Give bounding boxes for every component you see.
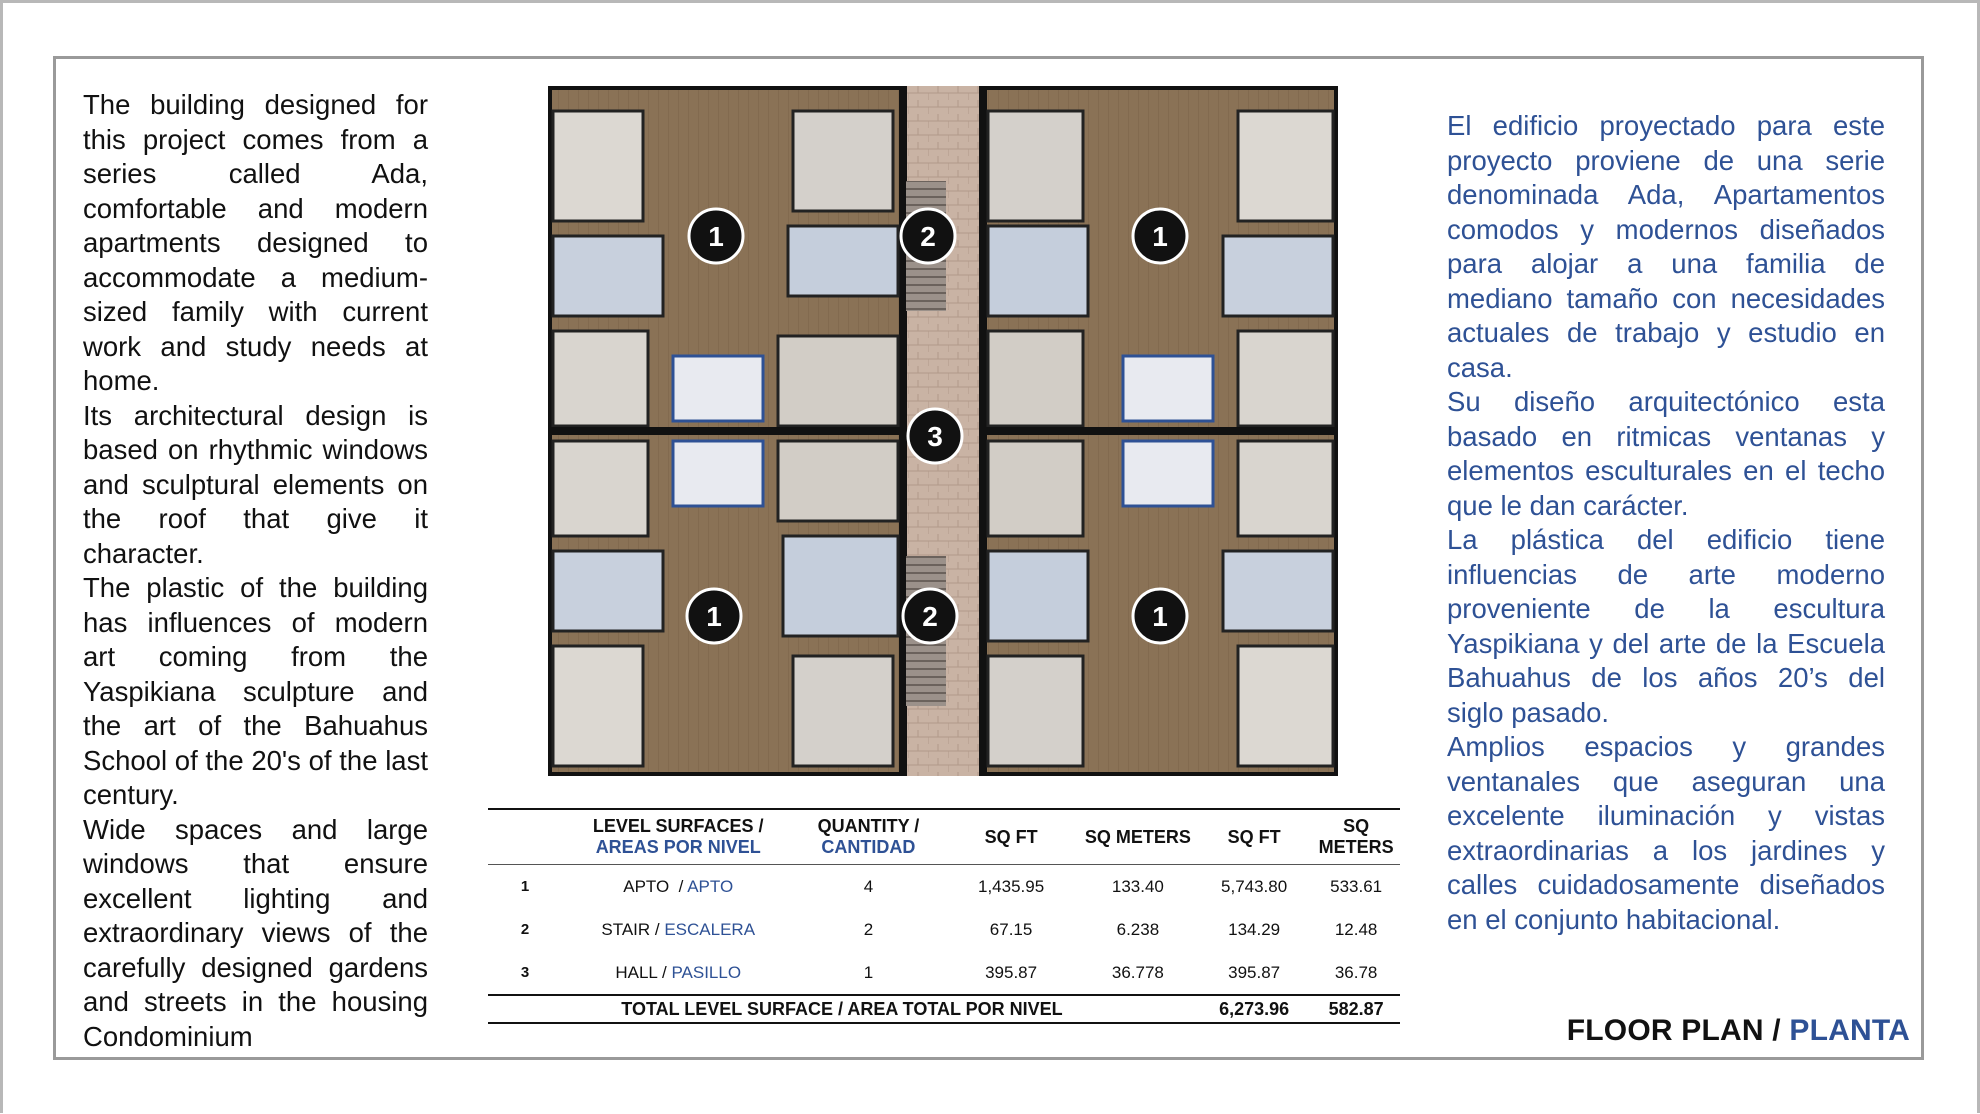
floor-plan-render	[548, 86, 1338, 776]
header-sqft: SQ FT	[984, 826, 1038, 847]
table-row: 1 APTO / APTO 4 1,435.95 133.40 5,743.80 533.61	[520, 876, 1383, 896]
header-level: LEVEL SURFACES / AREAS POR NIVEL	[592, 816, 764, 857]
marker-stair-south	[903, 589, 957, 643]
table-row: 2 STAIR / ESCALERA 2 67.15 6.238 134.29 12.48	[520, 919, 1378, 939]
en-paragraph-3: The plastic of the building has influences of modern art coming from the Yaspikiana sculpture and the art of the Bahuahus School of the 20's of the last century.	[83, 572, 428, 810]
header-sqm: SQ METERS	[1084, 826, 1191, 847]
table-total-row	[488, 995, 1400, 1023]
es-paragraph-1: El edificio proyectado para este proyecto proviene de una serie denominada Ada, Apartamentos comodos y modernos diseñados para alojar a una familia de mediano tamaño con necesidades actuales de trabajo y estudio en casa.	[1447, 110, 1885, 383]
marker-apto-sw	[687, 589, 741, 643]
surface-table	[488, 808, 1400, 1024]
en-paragraph-1: The building designed for this project comes from a series called Ada, comfortable and modern apartments designed to accommodate a medium-sized family with current work and study needs at home.	[83, 89, 428, 396]
header-sqm-total: SQ METERS	[1318, 816, 1394, 857]
es-paragraph-2: Su diseño arquitectónico esta basado en ritmicas ventanas y elementos esculturales en el techo que le dan carácter.	[1447, 386, 1885, 521]
svg-text:1: 1	[1152, 221, 1168, 252]
marker-apto-se	[1133, 589, 1187, 643]
en-paragraph-2: Its architectural design is based on rhythmic windows and sculptural elements on the roof that give it character.	[83, 399, 428, 569]
header-quantity: QUANTITY / CANTIDAD	[817, 816, 920, 857]
marker-apto-nw	[689, 209, 743, 263]
marker-apto-ne	[1133, 209, 1187, 263]
header-sqft-total: SQ FT	[1227, 826, 1281, 847]
svg-text:3: 3	[927, 421, 943, 452]
total-sqm: 582.87	[1328, 998, 1384, 1019]
marker-stair-north	[901, 209, 955, 263]
en-paragraph-4: Wide spaces and large windows that ensure excellent lighting and extraordinary views of the carefully designed gardens and streets in the housing Condominium	[83, 813, 428, 1052]
table-row: 3 HALL / PASILLO 1 395.87 36.778 395.87 36.78	[520, 962, 1378, 982]
table-header-row	[488, 809, 1400, 865]
total-label: TOTAL LEVEL SURFACE / AREA TOTAL POR NIVEL	[621, 998, 1063, 1019]
marker-hall	[908, 409, 962, 463]
es-paragraph-4: Amplios espacios y grandes ventanales que aseguran una excelente iluminación y vistas extraordinarias a los jardines y calles cuidadosamente diseñados en el conjunto habitacional.	[1447, 731, 1885, 935]
es-paragraph-3: La plástica del edificio tiene influencias de arte moderno proveniente de la escultura Yaspikiana y del arte de la Escuela Bahuahus de los años 20’s del siglo pasado.	[1447, 524, 1885, 728]
svg-text:1: 1	[708, 221, 724, 252]
page-title: FLOOR PLAN / PLANTA	[1566, 1014, 1910, 1047]
svg-text:1: 1	[706, 601, 722, 632]
svg-text:2: 2	[922, 601, 938, 632]
svg-text:1: 1	[1152, 601, 1168, 632]
spanish-description	[1447, 109, 1885, 937]
svg-text:2: 2	[920, 221, 936, 252]
english-description	[83, 88, 428, 1054]
total-sqft: 6,273.96	[1219, 998, 1290, 1019]
